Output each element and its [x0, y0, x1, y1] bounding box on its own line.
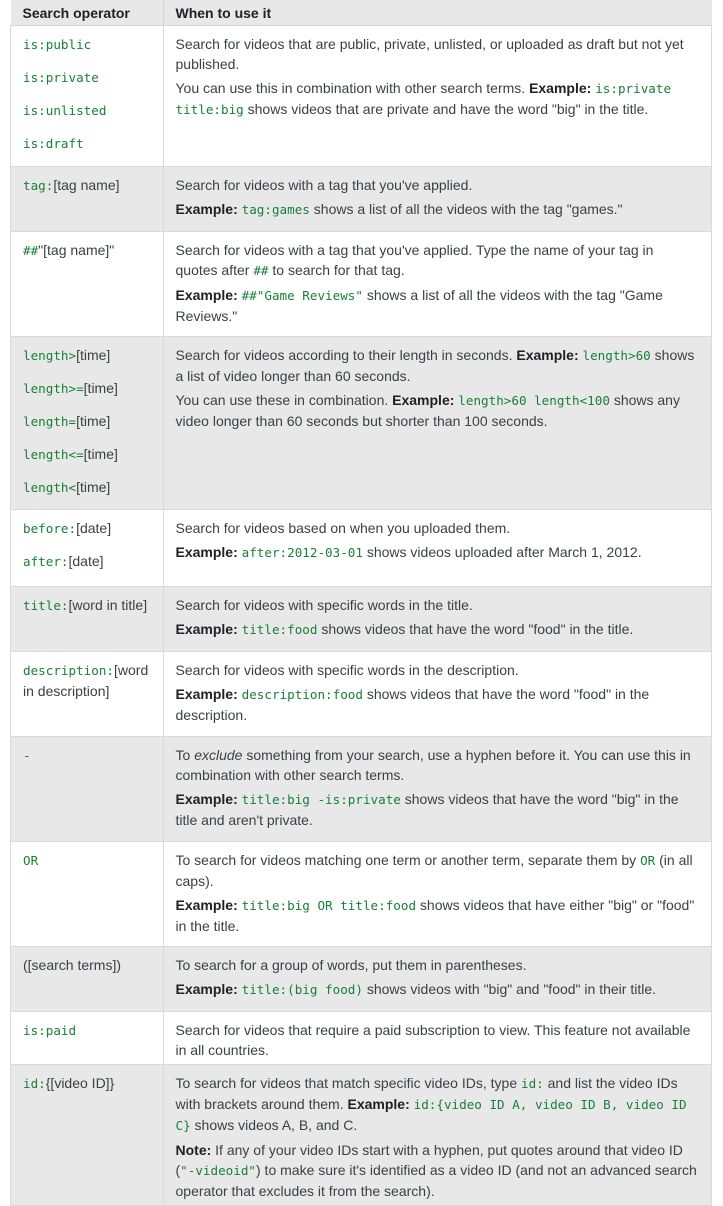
code-snippet: tag:	[23, 178, 54, 193]
description-paragraph	[176, 78, 700, 120]
text-segment: shows videos that have the word "food" in the title.	[317, 621, 634, 637]
code-snippet: "-videoid"	[180, 1163, 256, 1178]
text-segment: Search for videos with a tag that you've applied. Type the name of your tag in quotes after	[175, 242, 654, 278]
description-paragraph	[176, 390, 700, 431]
text-segment: [word in title]	[68, 597, 148, 613]
operator-cell	[11, 337, 164, 510]
description-cell	[163, 737, 712, 842]
description-paragraph	[176, 240, 700, 281]
description-paragraph	[176, 595, 700, 615]
operator-item	[23, 444, 159, 465]
text-segment: shows videos uploaded after March 1, 2012.	[362, 544, 642, 560]
bold-label: Example:	[175, 897, 238, 913]
text-segment: Search for videos that require a paid subscription to view. This feature not available in all countries.	[175, 1022, 691, 1058]
description-cell	[163, 167, 712, 232]
text-segment: [date]	[68, 553, 104, 569]
code-snippet: is:unlisted	[23, 103, 107, 118]
table-body	[11, 26, 712, 1206]
description-cell	[163, 842, 712, 947]
code-snippet: -	[23, 748, 31, 763]
description-paragraph	[176, 518, 700, 538]
description-paragraph	[176, 955, 700, 975]
table-row	[11, 167, 712, 232]
operator-cell	[11, 232, 164, 337]
text-segment: [word in description]	[23, 662, 149, 699]
text-segment: If any of your video IDs start with a hyphen, put quotes around that video ID (	[175, 1142, 683, 1178]
operator-item	[23, 477, 159, 498]
description-paragraph	[176, 1020, 700, 1060]
code-snippet: is:public	[23, 37, 92, 52]
table-row	[11, 26, 712, 167]
operator-cell	[11, 1065, 164, 1206]
description-paragraph	[176, 199, 700, 220]
text-segment: [time]	[76, 413, 111, 429]
text-segment: ([search terms])	[23, 957, 122, 973]
text-segment: Search for videos based on when you uploaded them.	[175, 520, 511, 536]
operator-item	[23, 660, 159, 701]
code-snippet: title:	[23, 598, 69, 613]
code-snippet: length<=	[23, 447, 84, 462]
description-cell	[163, 510, 712, 587]
text-segment: and list the video IDs with brackets around them.	[175, 1075, 678, 1112]
text-segment: [time]	[83, 380, 118, 396]
text-segment: shows videos that have the word "food" in the description.	[175, 686, 650, 723]
operator-item	[23, 411, 159, 432]
code-snippet: id:	[521, 1076, 544, 1091]
code-snippet: length>60 length<100	[458, 393, 610, 408]
bold-label: Example:	[175, 287, 238, 303]
text-segment: shows videos that have the word "big" in the title and aren't private.	[175, 791, 679, 828]
code-snippet: is:private title:big	[175, 81, 672, 117]
code-snippet: id:{video ID A, video ID B, video ID C}	[175, 1097, 687, 1133]
text-segment: "[tag name]"	[38, 242, 115, 258]
description-paragraph	[176, 660, 700, 680]
description-paragraph	[176, 789, 700, 830]
bold-label: Example:	[175, 791, 238, 807]
text-segment: shows videos that are private and have the word "big" in the title.	[243, 101, 649, 117]
operator-cell	[11, 167, 164, 232]
operator-item	[23, 175, 159, 196]
text-segment: {[video ID]}	[45, 1075, 115, 1091]
text-segment: To	[175, 747, 195, 763]
description-cell	[163, 337, 712, 510]
table-header-row	[11, 0, 712, 26]
header-search-operator: Search operator	[11, 0, 164, 26]
text-segment: [time]	[76, 479, 111, 495]
operator-cell	[11, 947, 164, 1012]
header-when-to-use: When to use it	[163, 0, 712, 26]
code-snippet: length>=	[23, 381, 84, 396]
bold-label: Example:	[175, 981, 238, 997]
table-row	[11, 587, 712, 652]
description-paragraph	[176, 850, 700, 891]
bold-label: Example:	[175, 686, 238, 702]
description-paragraph	[176, 175, 700, 195]
operator-item	[23, 34, 159, 55]
operator-cell	[11, 587, 164, 652]
text-segment: You can use this in combination with other search terms.	[175, 80, 530, 96]
description-paragraph	[176, 285, 700, 326]
bold-label: Example:	[347, 1096, 410, 1112]
description-cell	[163, 26, 712, 167]
code-snippet: length=	[23, 414, 77, 429]
bold-label: Example:	[175, 621, 238, 637]
table-row	[11, 232, 712, 337]
code-snippet: length>	[23, 348, 77, 363]
text-segment: Search for videos with a tag that you've applied.	[175, 177, 473, 193]
text-segment: To search for a group of words, put them in parentheses.	[175, 957, 527, 973]
code-snippet: after:2012-03-01	[241, 545, 363, 560]
code-snippet: description:	[23, 663, 114, 678]
text-segment: [date]	[76, 520, 112, 536]
operator-item	[23, 345, 159, 366]
search-operators-table	[10, 0, 712, 1206]
description-cell	[163, 1012, 712, 1065]
text-segment: shows a list of all the videos with the tag "Game Reviews."	[175, 287, 663, 324]
code-snippet: after:	[23, 554, 69, 569]
table-row	[11, 652, 712, 737]
operator-item	[23, 100, 159, 121]
description-paragraph	[176, 1073, 700, 1136]
text-segment: Search for videos with specific words in the title.	[175, 597, 473, 613]
description-paragraph	[176, 345, 700, 386]
text-segment: To search for videos matching one term or another term, separate them by	[175, 852, 641, 868]
description-paragraph	[176, 619, 700, 640]
operator-cell	[11, 652, 164, 737]
operator-item	[23, 551, 159, 572]
text-segment: shows a list of video longer than 60 seconds.	[175, 347, 695, 384]
operator-cell	[11, 26, 164, 167]
operator-cell	[11, 737, 164, 842]
operator-item	[23, 67, 159, 88]
code-snippet: length>60	[582, 348, 651, 363]
text-segment: (in all caps).	[175, 852, 693, 889]
bold-label: Example:	[529, 80, 592, 96]
bold-label: Example:	[516, 347, 579, 363]
bold-label: Note:	[175, 1142, 212, 1158]
text-segment: shows a list of all the videos with the tag "games."	[309, 201, 623, 217]
code-snippet: ##	[23, 243, 39, 258]
code-snippet: id:	[23, 1076, 46, 1091]
operator-item	[23, 850, 159, 871]
operator-item	[23, 1073, 159, 1094]
text-segment: shows any video longer than 60 seconds but shorter than 100 seconds.	[175, 392, 680, 429]
table-row	[11, 510, 712, 587]
table-row	[11, 1065, 712, 1206]
operator-cell	[11, 1012, 164, 1065]
operator-item	[23, 133, 159, 154]
text-segment: [tag name]	[53, 177, 120, 193]
code-snippet: description:food	[241, 687, 363, 702]
code-snippet: OR	[23, 853, 39, 868]
code-snippet: ##"Game Reviews"	[241, 288, 363, 303]
text-segment: To search for videos that match specific video IDs, type	[175, 1075, 521, 1091]
code-snippet: length<	[23, 480, 77, 495]
text-segment: shows videos with "big" and "food" in their title.	[362, 981, 656, 997]
emphasis-text: exclude	[194, 747, 243, 763]
description-paragraph	[176, 684, 700, 725]
description-paragraph	[176, 745, 700, 785]
table-row	[11, 337, 712, 510]
code-snippet: is:private	[23, 70, 99, 85]
table-row	[11, 1012, 712, 1065]
description-paragraph	[176, 895, 700, 936]
bold-label: Example:	[392, 392, 455, 408]
code-snippet: title:food	[241, 622, 318, 637]
description-paragraph	[176, 979, 700, 1000]
operator-item	[23, 240, 159, 261]
code-snippet: title:big OR title:food	[241, 898, 417, 913]
text-segment: to search for that tag.	[268, 262, 405, 278]
text-segment: something from your search, use a hyphen before it. You can use this in combination with other search terms.	[175, 747, 691, 783]
code-snippet: tag:games	[241, 202, 310, 217]
operator-cell	[11, 842, 164, 947]
bold-label: Example:	[175, 201, 238, 217]
code-snippet: before:	[23, 521, 77, 536]
operator-item	[23, 518, 159, 539]
description-paragraph	[176, 1140, 700, 1201]
text-segment: shows videos that have either "big" or "food" in the title.	[175, 897, 695, 934]
code-snippet: OR	[640, 853, 656, 868]
code-snippet: is:paid	[23, 1023, 77, 1038]
text-segment: [time]	[76, 347, 111, 363]
description-cell	[163, 1065, 712, 1206]
table-row	[11, 947, 712, 1012]
operator-item	[23, 1020, 159, 1041]
text-segment: Search for videos that are public, private, unlisted, or uploaded as draft but not yet published.	[175, 36, 684, 72]
code-snippet: is:draft	[23, 136, 84, 151]
code-snippet: title:(big food)	[241, 982, 363, 997]
text-segment: ) to make sure it's identified as a video ID (and not an advanced search operator that excludes it from the search).	[175, 1162, 697, 1199]
text-segment: [time]	[83, 446, 118, 462]
description-cell	[163, 652, 712, 737]
operator-cell	[11, 510, 164, 587]
search-operators-table-container	[10, 0, 712, 1206]
text-segment: You can use these in combination.	[175, 392, 393, 408]
description-cell	[163, 947, 712, 1012]
operator-item	[23, 955, 159, 975]
description-cell	[163, 587, 712, 652]
description-cell	[163, 232, 712, 337]
code-snippet: title:big -is:private	[241, 792, 401, 807]
text-segment: Search for videos with specific words in the description.	[175, 662, 519, 678]
description-paragraph	[176, 34, 700, 74]
text-segment: Search for videos according to their length in seconds.	[175, 347, 517, 363]
operator-item	[23, 595, 159, 616]
bold-label: Example:	[175, 544, 238, 560]
description-paragraph	[176, 542, 700, 563]
code-snippet: ##	[253, 263, 269, 278]
operator-item	[23, 745, 159, 766]
text-segment: shows videos A, B, and C.	[190, 1117, 358, 1133]
table-row	[11, 842, 712, 947]
operator-item	[23, 378, 159, 399]
table-row	[11, 737, 712, 842]
